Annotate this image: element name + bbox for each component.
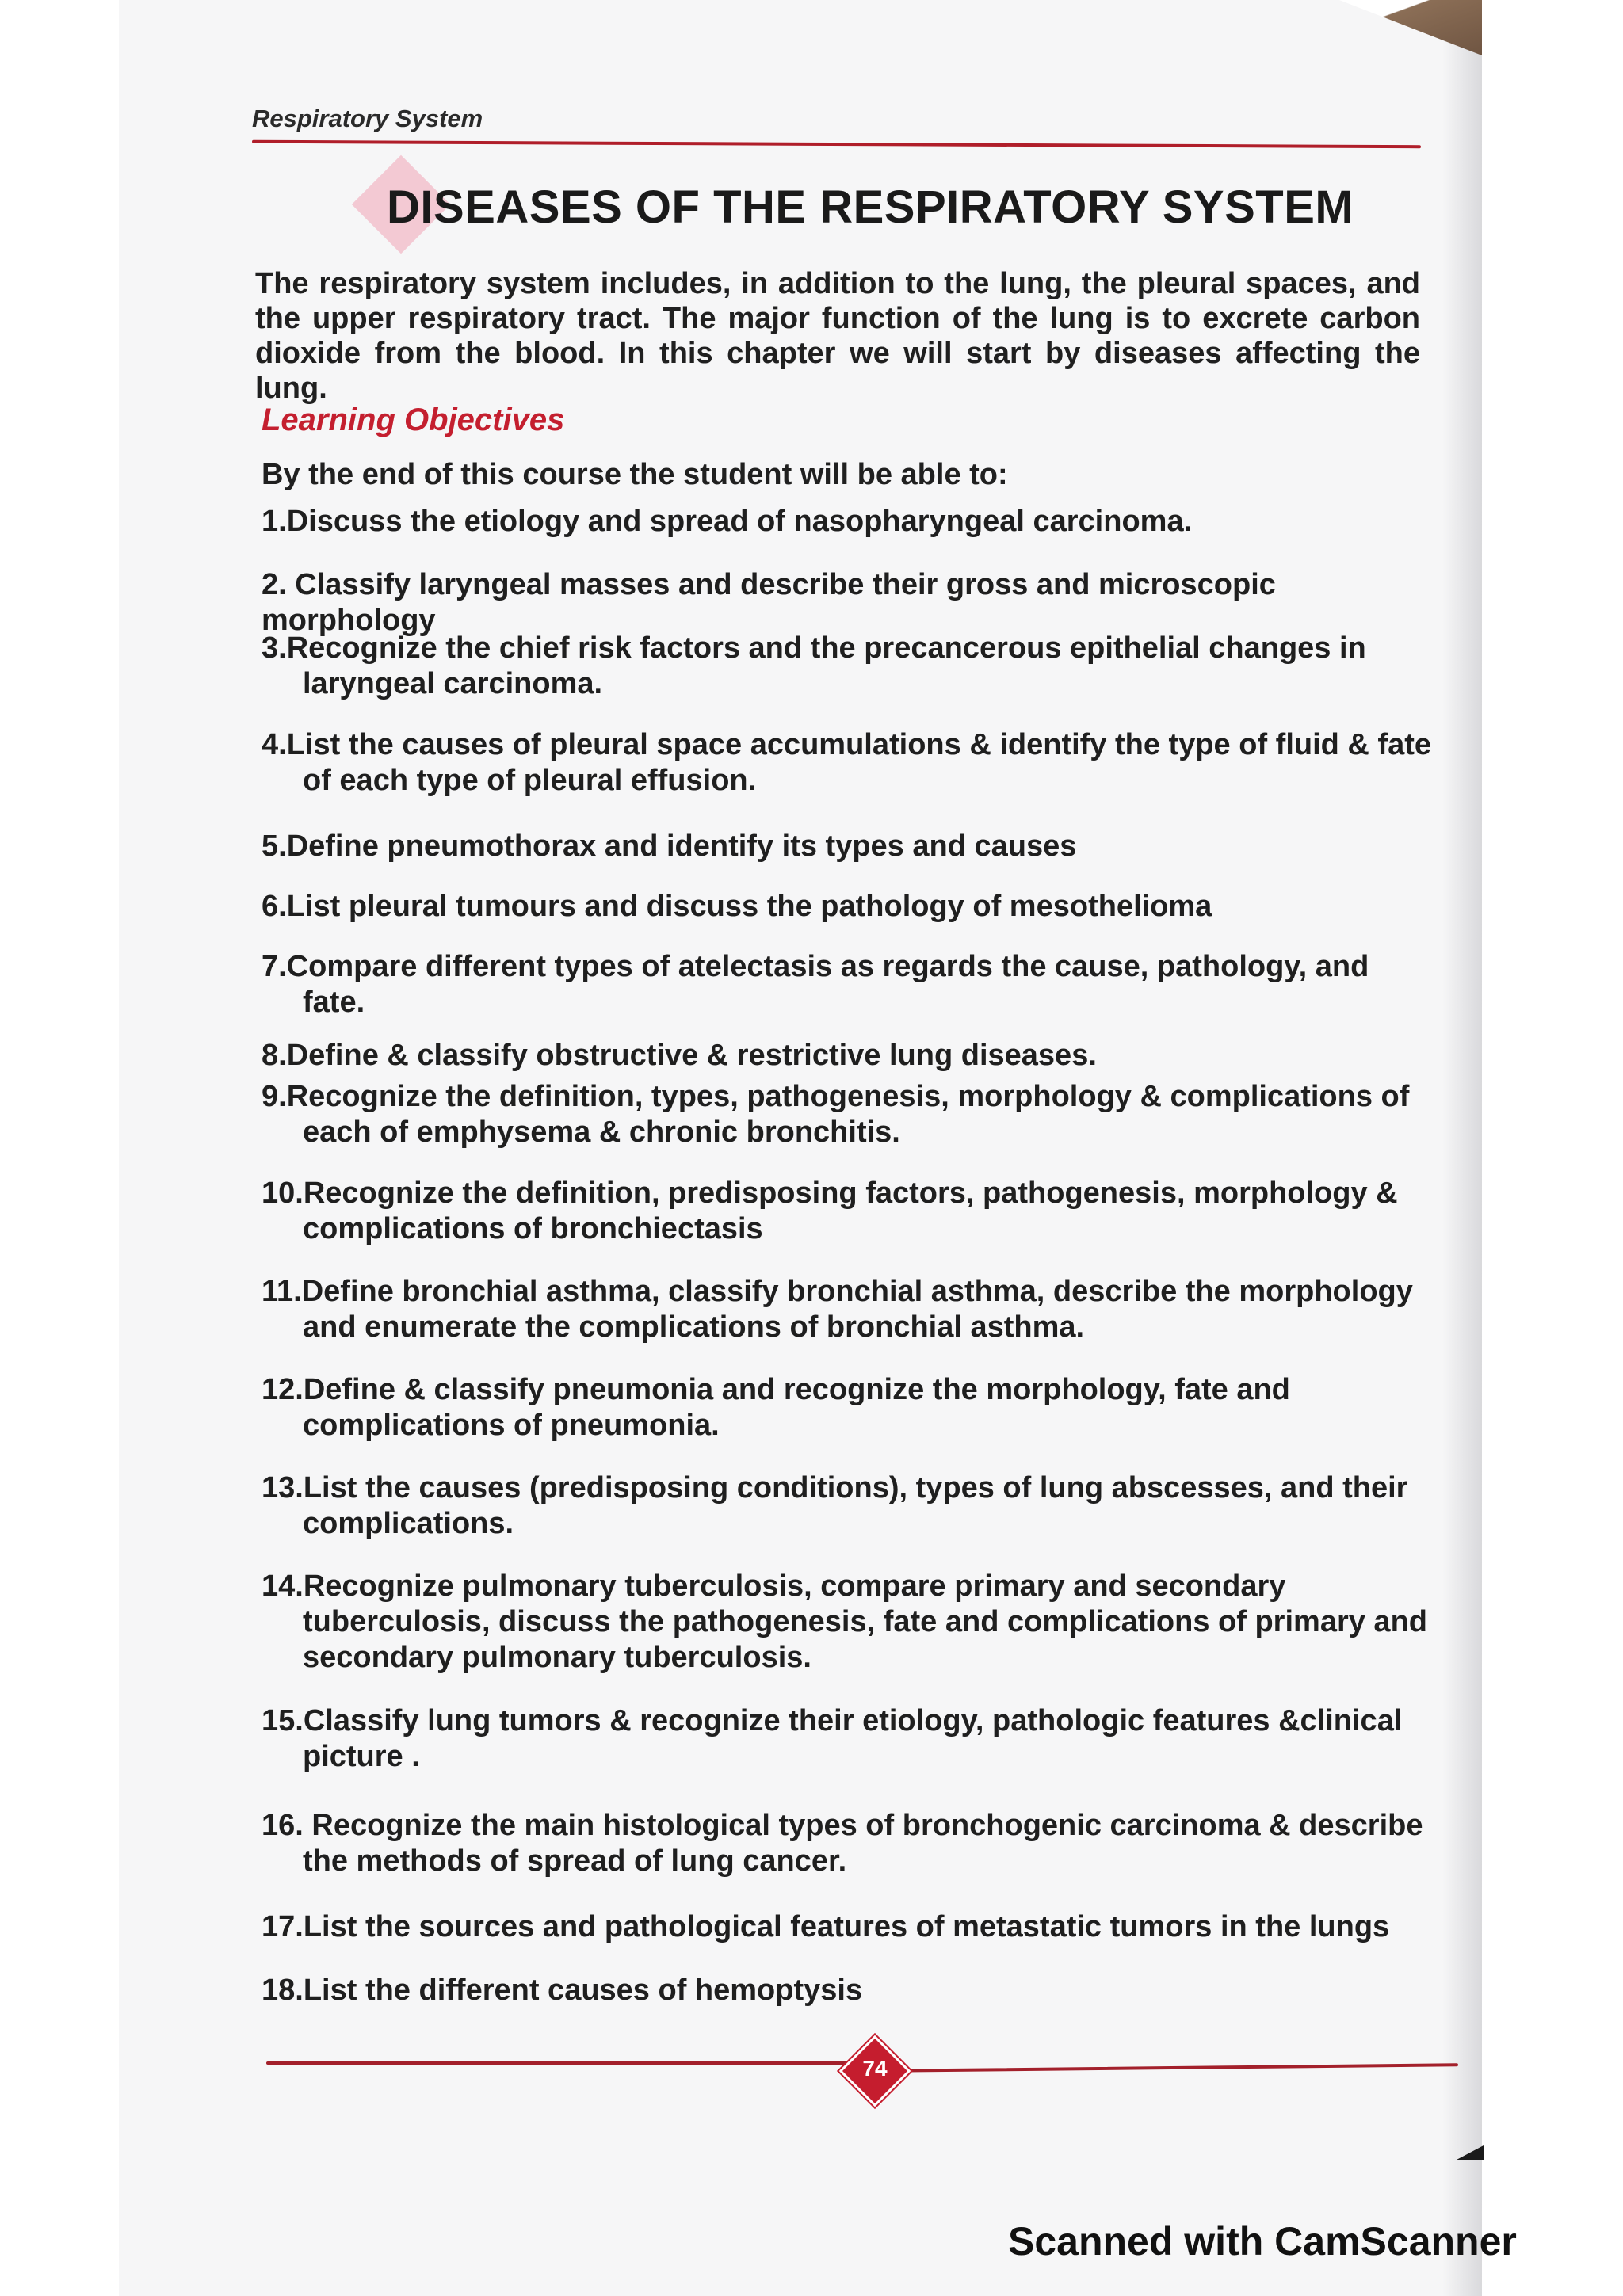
- objective-text: Define & classify obstructive & restrictive lung diseases.: [286, 1039, 1097, 1072]
- footer-rule-left: [266, 2061, 849, 2065]
- objective-number: 5.: [262, 830, 287, 863]
- objective-continuation: laryngeal carcinoma.: [303, 667, 603, 700]
- objective-number: 9.: [262, 1080, 287, 1113]
- objective-item: [262, 1274, 1434, 1345]
- objective-item: [262, 1973, 1434, 2008]
- objective-text: Recognize the definition, types, pathogenesis, morphology & complications of: [286, 1080, 1410, 1113]
- objective-continuation: and enumerate the complications of bronchial asthma.: [303, 1310, 1085, 1344]
- objective-number: 17.: [262, 1910, 304, 1943]
- objective-item: [262, 889, 1434, 925]
- objective-number: 7.: [262, 950, 287, 983]
- objective-continuation: tuberculosis, discuss the pathogenesis, fate and complications of primary and secondary pulmonary tuberculosis.: [303, 1605, 1427, 1674]
- objective-number: 13.: [262, 1471, 304, 1505]
- objective-text: List the different causes of hemoptysis: [303, 1974, 863, 2007]
- objective-item: [262, 727, 1434, 799]
- objective-item: [262, 1569, 1434, 1676]
- page-number: 74: [862, 2056, 888, 2081]
- objective-continuation: picture .: [303, 1740, 420, 1773]
- objective-item: [262, 1808, 1434, 1879]
- objective-text: List the causes of pleural space accumulations & identify the type of fluid & fate: [286, 728, 1431, 761]
- objective-number: 4.: [262, 728, 287, 761]
- objective-item: [262, 1079, 1434, 1150]
- objective-text: Recognize pulmonary tuberculosis, compare primary and secondary: [303, 1569, 1286, 1603]
- objective-item: [262, 829, 1434, 864]
- objective-continuation: each of emphysema & chronic bronchitis.: [303, 1116, 900, 1149]
- objective-number: 16.: [262, 1809, 312, 1842]
- objective-continuation: of each type of pleural effusion.: [303, 764, 757, 797]
- objective-text: Classify lung tumors & recognize their etiology, pathologic features &clinical: [303, 1704, 1403, 1737]
- objective-text: Define bronchial asthma, classify bronchial asthma, describe the morphology: [301, 1275, 1413, 1308]
- objective-text: Define & classify pneumonia and recognize the morphology, fate and: [303, 1373, 1290, 1406]
- chapter-title: DISEASES OF THE RESPIRATORY SYSTEM: [387, 181, 1354, 233]
- objective-number: 10.: [262, 1177, 304, 1210]
- running-header: Respiratory System: [252, 105, 483, 132]
- objective-continuation: fate.: [303, 986, 365, 1019]
- objective-number: 15.: [262, 1704, 304, 1737]
- objective-number: 1.: [262, 505, 287, 538]
- learning-objectives-heading: Learning Objectives: [262, 402, 565, 437]
- objective-text: Recognize the chief risk factors and the precancerous epithelial changes in: [286, 631, 1366, 665]
- objective-item: [262, 567, 1434, 639]
- objective-item: [262, 1909, 1434, 1945]
- objective-text: List the causes (predisposing conditions), types of lung abscesses, and their: [303, 1471, 1408, 1505]
- objective-number: 11.: [262, 1275, 302, 1308]
- objective-text: Classify laryngeal masses and describe their gross and microscopic morphology: [262, 568, 1276, 637]
- objective-item: [262, 1176, 1434, 1247]
- objective-item: [262, 1038, 1434, 1074]
- page-edge-shadow: [1442, 0, 1482, 2296]
- objective-number: 18.: [262, 1974, 304, 2007]
- objective-item: [262, 949, 1434, 1020]
- objective-item: [262, 1372, 1434, 1444]
- objective-item: [262, 631, 1434, 702]
- objective-text: Compare different types of atelectasis as regards the cause, pathology, and: [286, 950, 1369, 983]
- objective-continuation: the methods of spread of lung cancer.: [303, 1844, 847, 1878]
- objective-number: 3.: [262, 631, 287, 665]
- objective-continuation: complications.: [303, 1507, 514, 1540]
- objective-text: Recognize the main histological types of bronchogenic carcinoma & describe: [311, 1809, 1423, 1842]
- objective-number: 12.: [262, 1373, 304, 1406]
- objective-text: List the sources and pathological features of metastatic tumors in the lungs: [303, 1910, 1390, 1943]
- objective-text: Recognize the definition, predisposing factors, pathogenesis, morphology &: [303, 1177, 1398, 1210]
- camscanner-watermark: Scanned with CamScanner: [1008, 2219, 1517, 2264]
- objective-continuation: complications of pneumonia.: [303, 1409, 720, 1442]
- objective-text: Define pneumothorax and identify its types and causes: [286, 830, 1077, 863]
- objective-item: [262, 504, 1434, 540]
- objective-continuation: complications of bronchiectasis: [303, 1212, 763, 1245]
- objective-number: 8.: [262, 1039, 287, 1072]
- objective-item: [262, 1703, 1434, 1775]
- learning-objectives-lead: By the end of this course the student will be able to:: [262, 458, 1008, 491]
- objective-text: List pleural tumours and discuss the pathology of mesothelioma: [286, 890, 1212, 923]
- objective-number: 14.: [262, 1569, 304, 1603]
- objective-text: Discuss the etiology and spread of nasopharyngeal carcinoma.: [286, 505, 1193, 538]
- objective-item: [262, 1470, 1434, 1542]
- objective-number: 2.: [262, 568, 296, 601]
- objective-number: 6.: [262, 890, 287, 923]
- intro-paragraph: The respiratory system includes, in addition to the lung, the pleural spaces, and the upper respiratory tract. The major function of the lung is to excrete carbon dioxide from the blood. In this chapter we will start by diseases affecting the lung.: [255, 267, 1420, 405]
